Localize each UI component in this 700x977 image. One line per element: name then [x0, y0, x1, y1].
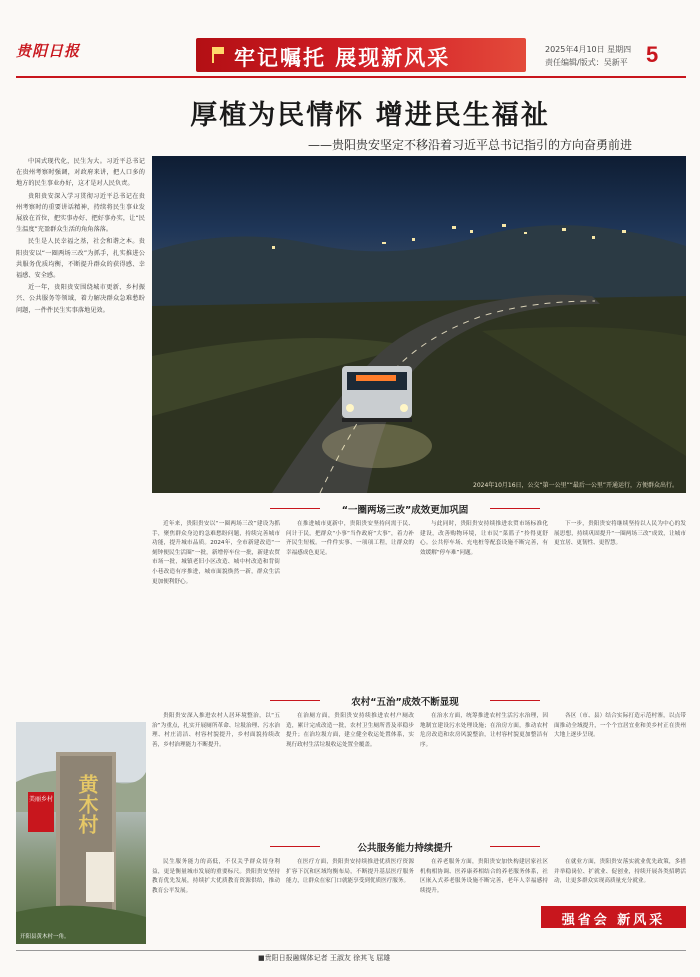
photo-caption: 2024年10月16日，公交“第一公里”“最后一公里”开通运行，方便群众出行。 — [473, 482, 678, 489]
article-paragraph: 与此同时，贵阳贵安持续推进农贸市场标准化建设，改善购物环境，让市民“菜篮子”拎得更舒心。公共停车场、充电桩等配套设施不断完善，有效缓解“停车难”问题。 — [420, 521, 548, 556]
article-paragraph: 在推进城市更新中，贵阳贵安坚持问需于民、问计于民，把群众“小事”当作政府“大事”，着力补齐民生短板。一件件实事、一项项工程，让群众的幸福感成色更足。 — [286, 521, 414, 556]
night-road-illustration — [152, 156, 686, 493]
section-divider — [270, 700, 320, 701]
section-banner — [196, 38, 526, 72]
article-column — [554, 520, 686, 695]
lead-column — [16, 156, 145, 496]
header-divider — [16, 76, 686, 78]
article-column — [152, 520, 280, 695]
editor-credit: 责任编辑/版式：吴新平 — [545, 58, 628, 67]
article-paragraph: 在治厕方面，贵阳贵安持续推进农村户厕改造，累计完成改造一批，农村卫生厕所普及率稳步提升；在治垃圾方面，建立健全收运处置体系，实现行政村生活垃圾收运处置全覆盖。 — [286, 713, 414, 748]
article-column — [554, 858, 686, 902]
section-divider — [270, 846, 320, 847]
article-paragraph: 在养老服务方面，贵阳贵安加快构建居家社区机构相协调、医养康养相结合的养老服务体系，社区嵌入式养老服务设施不断完善，老年人幸福感持续提升。 — [420, 859, 548, 894]
subheadline: ——贵阳贵安坚定不移沿着习近平总书记指引的方向奋勇前进 — [308, 138, 633, 152]
section-title: 农村“五治”成效不断显现 — [351, 697, 459, 708]
village-photo — [16, 722, 146, 944]
footer-divider — [16, 950, 686, 951]
page-number: 5 — [646, 42, 659, 67]
article-paragraph: 在就业方面，贵阳贵安落实就业优先政策，多措并举稳岗位、扩就业、促创业，持续开展各类招聘活动，让更多群众实现高质量充分就业。 — [554, 859, 686, 885]
article-paragraph: 在医疗方面，贵阳贵安持续推进优质医疗资源扩容下沉和区域均衡布局，不断提升基层医疗服务能力，让群众在家门口就能享受到优质医疗服务。 — [286, 859, 414, 885]
lead-paragraph: 中国式现代化，民生为大。习近平总书记在贵州考察时强调，对政府来讲，把人口多的地方的民生事业办好，这才是对人民负责。 — [16, 158, 145, 188]
byline: ■贵阳日报融媒体记者 王淑友 徐其飞 屈雄 — [258, 954, 391, 962]
slogan-text: 强省会 新风采 — [561, 913, 666, 928]
article-paragraph: 近年来，贵阳贵安以“一圈两场三改”建设为抓手，聚焦群众身边的急难愁盼问题，持续完善城市功能，提升城市品质。2024年，全市新建改造“一刻钟便民生活圈”一批，新增停车位一批，新建农贸市场一批，城镇老旧小区改造、城中村改造和背街小巷改造有序推进，城市面貌焕然一新，群众生活更加便利舒心。 — [152, 521, 280, 585]
section-title: “一圈两场三改”成效更加巩固 — [341, 505, 469, 516]
article-paragraph: 在治水方面，统筹推进农村生活污水治理，因地制宜建设污水处理设施；在治房方面，推动农村危房改造和农房风貌整治，让村容村貌更加整洁有序。 — [420, 713, 548, 748]
small-sign-text: 美丽乡村 — [29, 796, 54, 803]
slogan-banner — [541, 906, 686, 928]
article-column — [554, 712, 686, 872]
village-sign-text: 黄木村 — [75, 774, 99, 834]
flag-icon — [212, 47, 226, 63]
article-column — [286, 520, 414, 695]
section-title: 公共服务能力持续提升 — [357, 843, 453, 854]
banner-title: 牢记嘱托 展现新风采 — [234, 46, 451, 70]
issue-date: 2025年4月10日 星期四 — [545, 45, 632, 54]
section-divider — [490, 700, 540, 701]
article-paragraph: 民生服务能力的高低，不仅关乎群众切身利益，更是衡量城市发展的重要标尺。贵阳贵安坚持教育优先发展，持续扩大优质教育资源供给，推动教育公平发展。 — [152, 859, 280, 894]
lead-paragraph: 近一年，贵阳贵安围绕城市更新、乡村振兴、公共服务等领域，着力解决群众急难愁盼问题，一件件民生实事落地见效。 — [16, 284, 145, 314]
bus-icon — [342, 366, 412, 422]
article-column — [152, 858, 280, 944]
article-column — [420, 520, 548, 695]
article-column — [152, 712, 280, 872]
section-divider — [270, 508, 320, 509]
masthead-logo: 贵阳日报 — [16, 42, 81, 60]
lead-paragraph: 民生是人民幸福之基，社会和谐之本。贵阳贵安以“一圈两场三改”为抓手，扎实推进公共服务优质均衡，不断提升群众的获得感、幸福感、安全感。 — [16, 238, 145, 280]
headline: 厚植为民情怀 增进民生福祉 — [190, 100, 550, 131]
article-column — [420, 858, 548, 944]
section-divider — [490, 508, 540, 509]
section-divider — [490, 846, 540, 847]
lead-paragraph: 贵阳贵安深入学习贯彻习近平总书记在贵州考察时的重要讲话精神，持续将民生事业发展放在首位，把实事办好、把好事办实，让“民生温度”充盈群众生活的角角落落。 — [16, 192, 145, 234]
main-photo — [152, 156, 686, 493]
article-column — [286, 858, 414, 944]
article-paragraph: 各区（市、县）结合实际打造示范村寨，以点带面推动全域提升，一个个宜居宜业和美乡村正在贵州大地上逐步呈现。 — [554, 713, 686, 739]
header-info — [545, 43, 631, 69]
article-paragraph: 下一步，贵阳贵安将继续坚持以人民为中心的发展思想，持续巩固提升“一圈两场三改”成效，让城市更宜居、更韧性、更智慧。 — [554, 521, 686, 547]
photo-caption: 开阳县黄木村一角。 — [20, 934, 70, 940]
article-paragraph: 贵阳贵安深入推进农村人居环境整治，以“五治”为重点，扎实开展厕所革命、垃圾治理、污水治理、村庄清洁、村容村貌提升，乡村面貌持续改善，乡村治理能力不断提升。 — [152, 713, 280, 748]
